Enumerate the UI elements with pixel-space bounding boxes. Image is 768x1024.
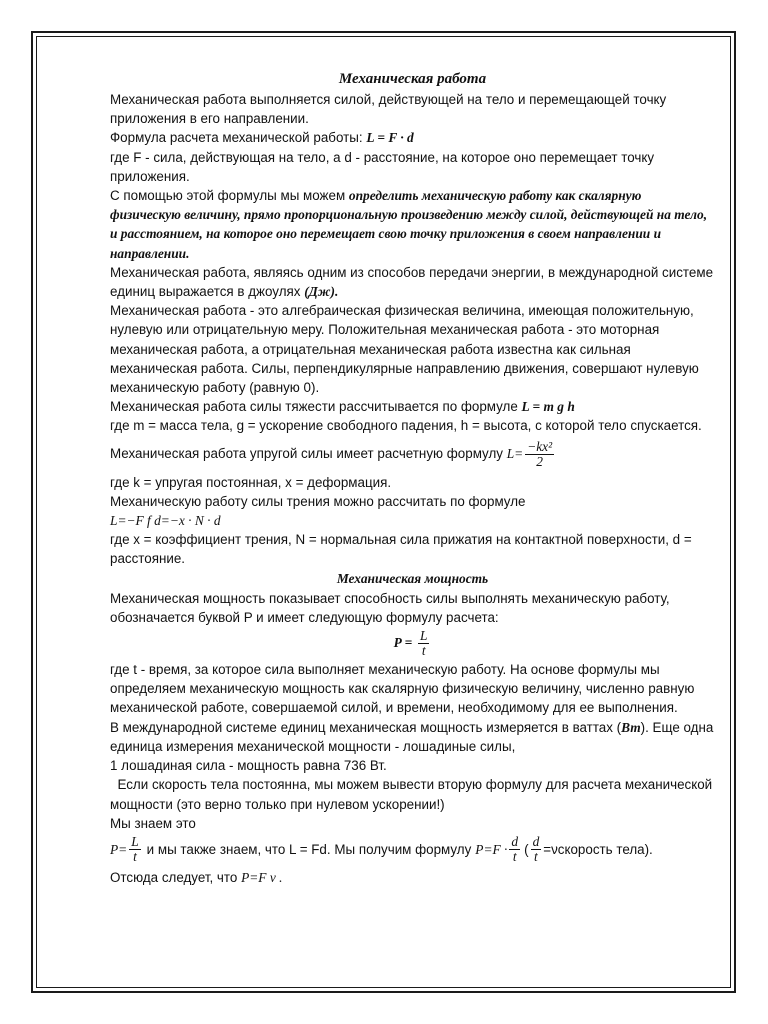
document-title: Механическая работа — [338, 71, 487, 87]
elastic-formula-lhs: L= — [506, 445, 524, 461]
paragraph-gravity-vars: где m = масса тела, g = ускорение свободного падения, h = высота, с которой тело спускается. — [110, 418, 702, 434]
paragraph-scalar — [110, 186, 715, 263]
gravity-formula: L = m g h — [521, 399, 575, 415]
power-formula-lhs: P = — [393, 635, 413, 651]
elastic-text: Механическая работа упругой силы имеет расчетную формулу — [110, 445, 503, 461]
paragraph-horsepower: 1 лошадиная сила - мощность равна 736 Вт. — [110, 758, 387, 774]
paragraph-definition: Механическая работа выполняется силой, действующей на тело и перемещающей точку приложения в его направлении. — [110, 92, 667, 127]
derivation-tail: =νскорость тела). — [543, 841, 653, 857]
derivation-num-1: L — [131, 833, 139, 849]
derivation-fraction-1 — [129, 835, 140, 864]
elastic-fraction — [525, 440, 554, 469]
paragraph-we-know: Мы знаем это — [110, 815, 196, 831]
paragraph-variables: где F - сила, действующая на тело, а d - расстояние, на которое оно перемещает точку приложения. — [110, 149, 655, 184]
derivation-num-2: d — [511, 833, 519, 849]
conclusion-formula: P=F ν . — [241, 869, 283, 885]
watt-unit: Вт — [621, 719, 641, 735]
power-formula — [110, 629, 715, 658]
conclusion-text: Отсюда следует, что — [110, 869, 238, 885]
derivation-den-1: t — [133, 848, 137, 864]
derivation-den-2: t — [512, 848, 517, 864]
derivation-formula-2: P=F · — [475, 841, 508, 857]
paragraph-elastic — [110, 440, 715, 469]
watt-tail: ). Еще одна единица измерения механической мощности - лошадиные силы, — [110, 719, 714, 754]
document-body — [110, 68, 715, 887]
power-numerator: L — [419, 628, 428, 644]
gravity-text: Механическая работа силы тяжести рассчитывается по формуле — [110, 399, 518, 415]
section-subtitle: Механическая мощность — [336, 570, 489, 586]
derivation-mid: и мы также знаем, что L = Fd. Мы получим формулу — [146, 841, 472, 857]
watt-text: В международной системе единиц механическая мощность измеряется в ваттах ( — [110, 719, 622, 735]
derivation-den-3: t — [534, 848, 538, 864]
elastic-denominator: 2 — [536, 453, 543, 469]
elastic-numerator: −kx² — [527, 438, 553, 454]
derivation-lhs: P= — [110, 841, 128, 857]
paragraph-units — [110, 263, 715, 301]
paragraph-conclusion — [110, 868, 715, 887]
friction-formula: L=−F f d=−x · N · d — [110, 513, 221, 529]
derivation-fraction-2 — [509, 835, 520, 864]
paragraph-derivation — [110, 835, 715, 864]
paragraph-formula — [110, 128, 715, 147]
scalar-definition: определить механическую работу как скалярную физическую величину, прямо пропорциональную произведению между силой, действующей на тело, и расстоянием, на которое оно перемещает свою точку приложения в своем направлении и направлении. — [110, 188, 708, 261]
work-formula: L = F · d — [366, 130, 414, 146]
paragraph-watt — [110, 718, 715, 756]
paragraph-friction: Механическую работу силы трения можно рассчитать по формуле — [110, 493, 526, 509]
paragraph-constant-speed: Если скорость тела постоянна, мы можем вывести вторую формулу для расчета механической мощности (это верно только при нулевом ускорении!) — [110, 777, 716, 812]
formula-intro: Формула расчета механической работы: — [110, 130, 363, 146]
paragraph-power: Механическая мощность показывает способность силы выполнять механическую работу, обозначается буквой P и имеет следующую формулу расчета: — [110, 590, 670, 625]
units-text: Механическая работа, являясь одним из способов передачи энергии, в международной системе единиц выражается в джоулях — [110, 264, 714, 300]
power-denominator: t — [421, 643, 426, 659]
paragraph-algebraic: Механическая работа - это алгебраическая физическая величина, имеющая положительную, нулевую или отрицательную меру. Положительная механическая работа - это моторная механическая работа, а отрицательная механическая работа известна как сильная механическая работа. Силы, перпендикулярные направлению движения, совершают нулевую механическую работу (равную 0). — [110, 303, 699, 396]
derivation-num-3: d — [532, 833, 540, 849]
power-fraction — [418, 629, 429, 658]
derivation-paren-open: ( — [524, 841, 529, 857]
paragraph-gravity — [110, 397, 715, 416]
derivation-fraction-3 — [531, 835, 542, 864]
paragraph-power-time: где t - время, за которое сила выполняет механическую работу. На основе формулы мы определяем механическую мощность как скалярную физическую величину, численно равную механической работе, совершаемой силой, и времени, необходимому для ее выполнения. — [110, 662, 695, 716]
paragraph-friction-vars: где x = коэффициент трения, N = нормальная сила прижатия на контактной поверхности, d = расстояние. — [110, 532, 692, 567]
scalar-intro: С помощью этой формулы мы можем — [110, 188, 346, 204]
paragraph-elastic-vars: где k = упругая постоянная, x = деформация. — [110, 474, 392, 490]
units-joule: (Дж). — [304, 284, 339, 300]
